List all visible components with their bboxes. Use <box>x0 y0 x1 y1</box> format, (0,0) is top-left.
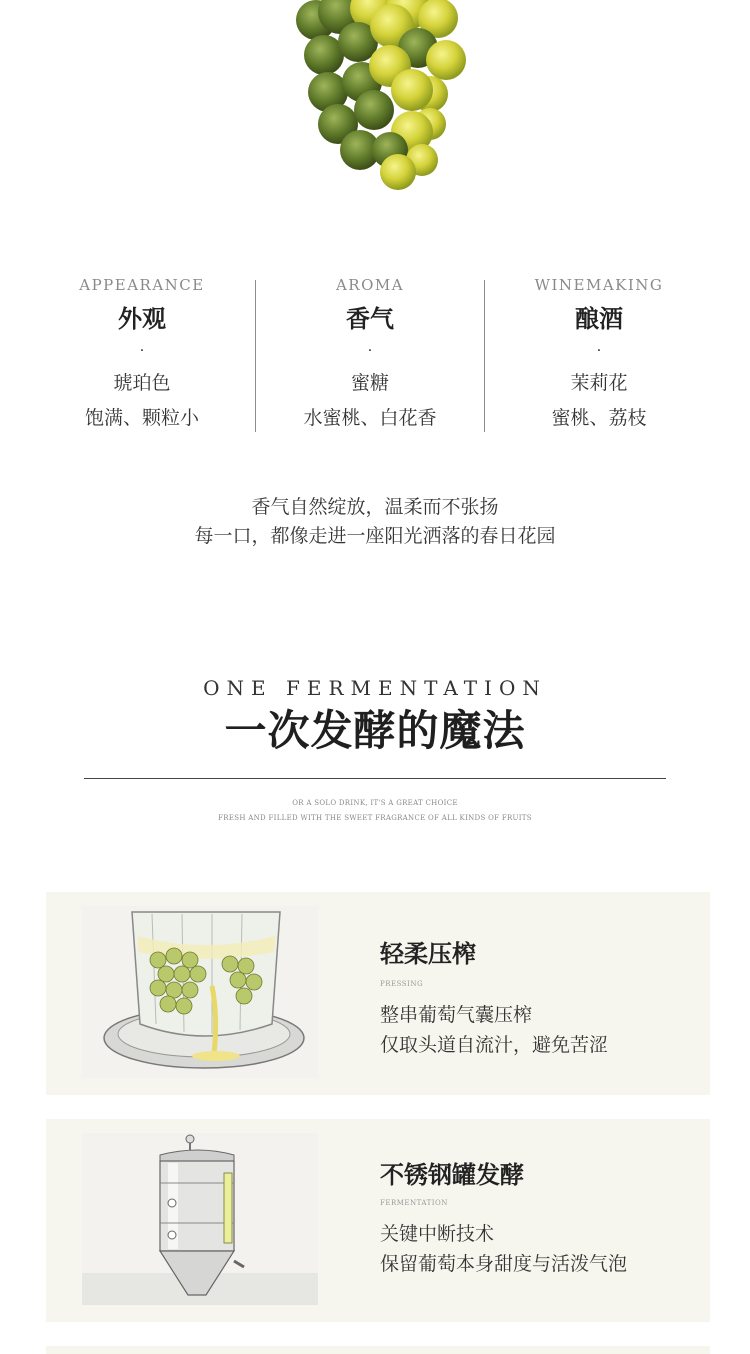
attribute-line1: 茉莉花 <box>570 372 628 394</box>
description-line1: 香气自然绽放，温柔而不张扬 <box>251 496 499 518</box>
card-line2: 保留葡萄本身甜度与活泼气泡 <box>380 1253 628 1275</box>
attribute-cn-label: 酿酒 <box>575 304 623 333</box>
card-line1: 整串葡萄气囊压榨 <box>380 1004 533 1026</box>
section-cn-title: 一次发酵的魔法 <box>224 706 526 755</box>
attribute-en-label: APPEARANCE <box>79 276 205 294</box>
attribute-line1: 蜜糖 <box>350 372 389 394</box>
description-line2: 每一口，都像走进一座阳光洒落的春日花园 <box>194 525 556 547</box>
card-title: 轻柔压榨 <box>380 939 476 968</box>
attribute-dot: · <box>367 343 373 359</box>
attribute-line2: 水蜜桃、白花香 <box>303 407 437 429</box>
card-line2: 仅取头道自流汁，避免苦涩 <box>380 1034 609 1056</box>
grape-cluster-image <box>280 0 480 195</box>
attribute-cn-label: 香气 <box>346 304 394 333</box>
card-title: 不锈钢罐发酵 <box>380 1160 524 1189</box>
section-tagline2: FRESH AND FILLED WITH THE SWEET FRAGRANCE OF ALL KINDS OF FRUITS <box>218 814 532 822</box>
attribute-dot: · <box>139 343 145 359</box>
attribute-en-label: WINEMAKING <box>534 276 664 294</box>
attribute-aroma <box>256 275 484 433</box>
attribute-line2: 蜜桃、荔枝 <box>551 407 647 429</box>
grape-press-illustration <box>82 906 318 1078</box>
card-subtitle: FERMENTATION <box>380 1199 448 1207</box>
attribute-dot: · <box>596 343 602 359</box>
attribute-line2: 饱满、颗粒小 <box>84 407 199 429</box>
section-en-title: ONE FERMENTATION <box>203 676 547 700</box>
section-divider <box>84 778 666 779</box>
section-tagline1: OR A SOLO DRINK, IT'S A GREAT CHOICE <box>292 799 458 807</box>
attribute-line1: 琥珀色 <box>113 372 171 394</box>
steel-tank-illustration <box>82 1133 318 1305</box>
process-card-pressing <box>46 892 710 1095</box>
attribute-cn-label: 外观 <box>118 304 166 333</box>
attribute-appearance <box>28 275 256 433</box>
attribute-winemaking <box>485 275 713 433</box>
process-card-next <box>46 1346 710 1354</box>
attribute-en-label: AROMA <box>335 276 405 294</box>
process-card-fermentation <box>46 1119 710 1322</box>
card-line1: 关键中断技术 <box>380 1223 495 1245</box>
card-subtitle: PRESSING <box>380 980 424 988</box>
